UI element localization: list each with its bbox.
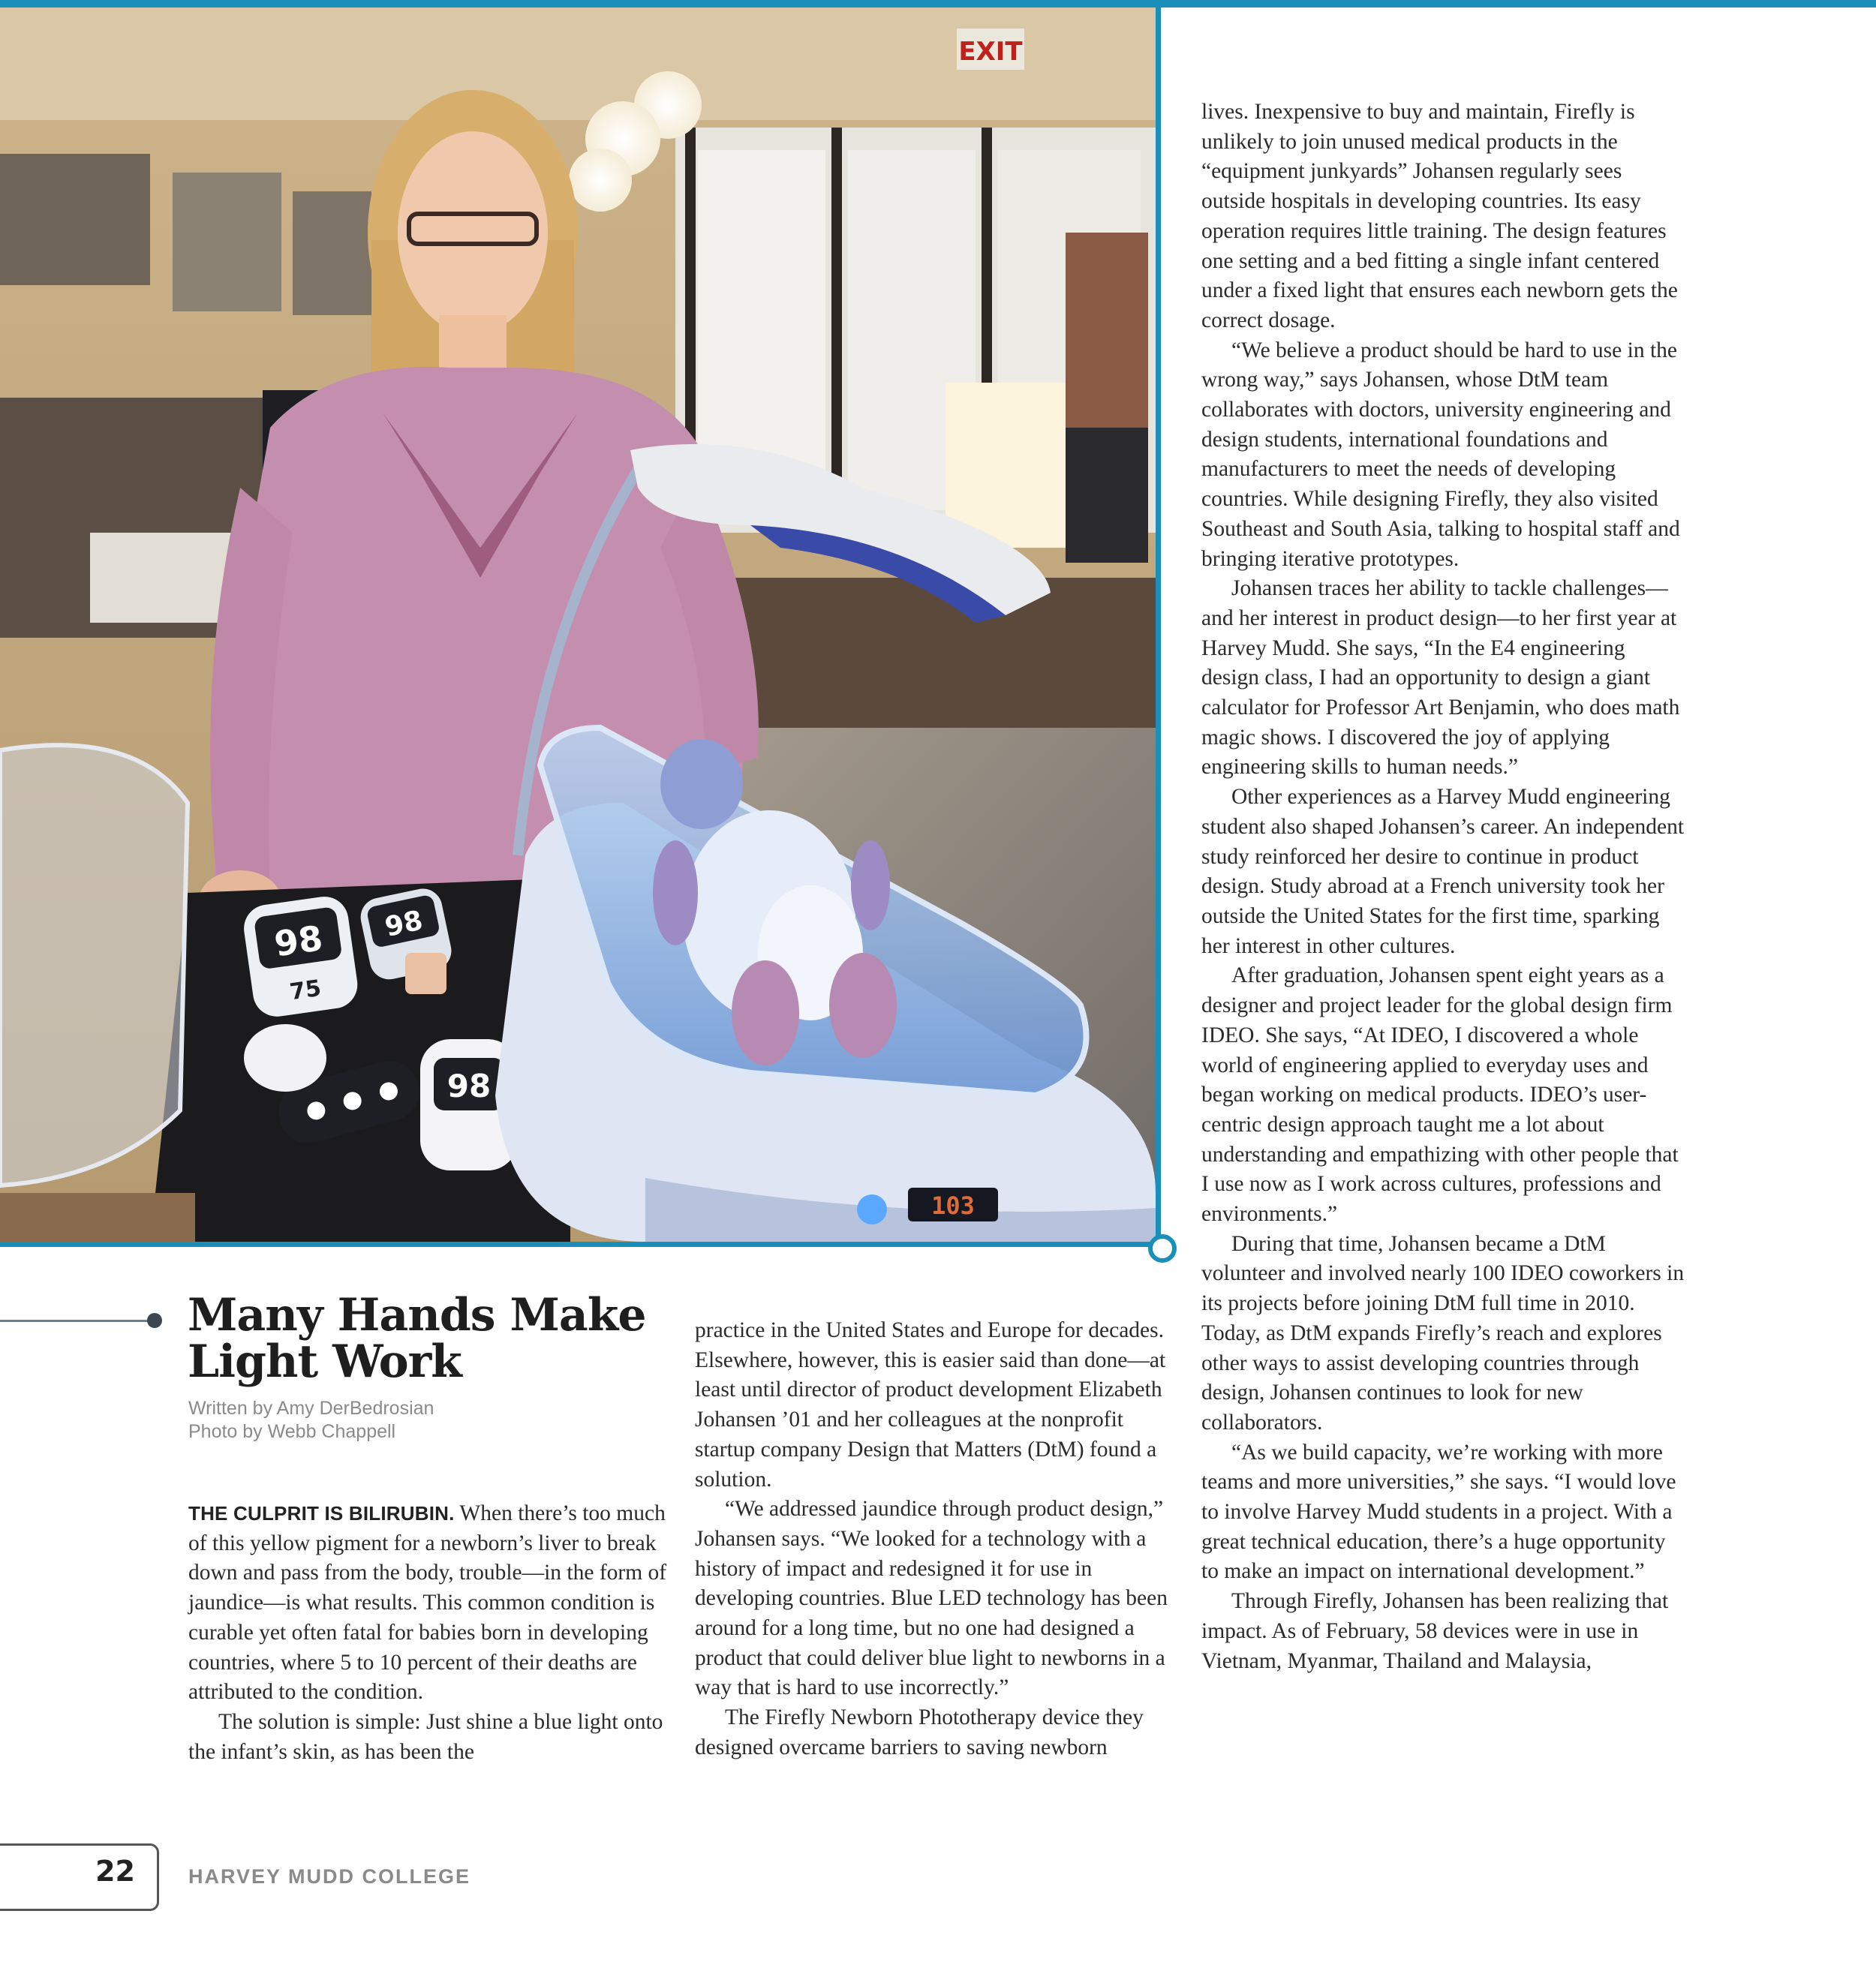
photo-illustration bbox=[0, 8, 1156, 1242]
publication-name: HARVEY MUDD COLLEGE bbox=[188, 1865, 471, 1888]
photo-credit: Photo by Webb Chappell bbox=[188, 1421, 396, 1442]
text-column-3 bbox=[1201, 98, 1685, 1676]
monitor-c-top-reading: 98 bbox=[446, 1068, 492, 1104]
paragraph: Other experiences as a Harvey Mudd engineering student also shaped Johansen’s career. An independent study reinforced her desire to continue in product design. Study abroad at a French university took her outside the United States for the first time, sparking her interest in other cultures. bbox=[1201, 785, 1685, 958]
paragraph: “We believe a product should be hard to use in the wrong way,” says Johansen, whose DtM team collaborates with doctors, university engineering and design students, international foundations and manufacturers to meet the needs of developing countries. While designing Firefly, they also visited Southeast and South Asia, talking to hospital staff and bringing iterative prototypes. bbox=[1201, 338, 1680, 571]
photo-corner-dot bbox=[1148, 1234, 1177, 1263]
paragraph: “We addressed jaundice through product design,” Johansen says. “We looked for a technology with a history of impact and redesigned it for use in developing countries. Blue LED technology has been around for a long time, but no one had designed a product that could deliver blue light to newborns in a way that is hard to use incorrectly.” bbox=[695, 1497, 1168, 1700]
title-leader-dot bbox=[147, 1313, 162, 1328]
paragraph: After graduation, Johansen spent eight years as a designer and project leader for the global design firm IDEO. She says, “At IDEO, I discovered a whole world of engineering applied to everyday uses and began working on medical products. IDEO’s user-centric design approach taught me a lot about understanding and empathizing with other people that I use now as I work across cultures, professions and environments.” bbox=[1201, 963, 1679, 1227]
paragraph bbox=[188, 1499, 672, 1708]
monitor-a-bottom-reading: 75 bbox=[287, 975, 323, 1006]
monitor-b-top-reading: 98 bbox=[382, 905, 426, 943]
paragraph: The solution is simple: Just shine a blue light onto the infant’s skin, as has been the bbox=[188, 1709, 663, 1764]
title-line-1: Many Hands Make bbox=[188, 1289, 646, 1342]
article-credits bbox=[188, 1397, 699, 1444]
article-title bbox=[188, 1289, 698, 1388]
lead-in: THE CULPRIT IS BILIRUBIN. bbox=[188, 1502, 455, 1525]
article-photo bbox=[0, 8, 1161, 1247]
title-line-2: Light Work bbox=[188, 1336, 461, 1388]
monitor-a-top-reading: 98 bbox=[272, 917, 326, 965]
paragraph: lives. Inexpensive to buy and maintain, Firefly is unlikely to join unused medical products in the “equipment junkyards” Johansen regularly sees outside hospitals in developing countries. Its easy operation requires little training. The design features one setting and a bed fitting a single infant centered under a fixed light that ensures each newborn gets the correct dosage. bbox=[1201, 100, 1678, 332]
page-number: 22 bbox=[95, 1855, 135, 1888]
paragraph: The Firefly Newborn Phototherapy device they designed overcame barriers to saving newborn bbox=[695, 1705, 1144, 1759]
text-column-2 bbox=[695, 1316, 1179, 1763]
paragraph: Through Firefly, Johansen has been realizing that impact. As of February, 58 devices were in use in Vietnam, Myanmar, Thailand and Malaysia, bbox=[1201, 1589, 1669, 1673]
paragraph-text: When there’s too much of this yellow pigment for a newborn’s liver to break down and pass from the body, trouble—in the form of jaundice—is what results. This common condition is curable yet often fatal for babies born in developing countries, where 5 to 10 percent of their deaths are attributed to the condition. bbox=[188, 1501, 667, 1705]
byline: Written by Amy DerBedrosian bbox=[188, 1398, 434, 1419]
exit-sign-text: EXIT bbox=[958, 37, 1023, 67]
paragraph: During that time, Johansen became a DtM volunteer and involved nearly 100 IDEO coworkers in its projects before joining DtM full time in 2010. Today, as DtM expands Firefly’s reach and explores other ways to assist developing countries through design, Johansen continues to look for new collaborators. bbox=[1201, 1231, 1685, 1435]
paragraph: “As we build capacity, we’re working with more teams and more universities,” she says. “I would love to involve Harvey Mudd students in a project. With a great technical education, there’s a huge opportunity to make an impact on international development.” bbox=[1201, 1440, 1676, 1584]
title-leader-line bbox=[0, 1320, 150, 1322]
paragraph: practice in the United States and Europe for decades. Elsewhere, however, this is easier said than done—at least until director of product development Elizabeth Johansen ’01 and her colleagues at the nonprofit startup company Design that Matters (DtM) found a solution. bbox=[695, 1318, 1166, 1492]
top-accent-bar bbox=[0, 0, 1876, 8]
device-display-reading: 103 bbox=[931, 1191, 975, 1220]
text-column-1 bbox=[188, 1499, 672, 1767]
paragraph: Johansen traces her ability to tackle challenges—and her interest in product design—to her first year at Harvey Mudd. She says, “In the E4 engineering design class, I had an opportunity to design a giant calculator for Professor Art Benjamin, who does math magic shows. I discovered the joy of applying engineering skills to human needs.” bbox=[1201, 576, 1680, 780]
